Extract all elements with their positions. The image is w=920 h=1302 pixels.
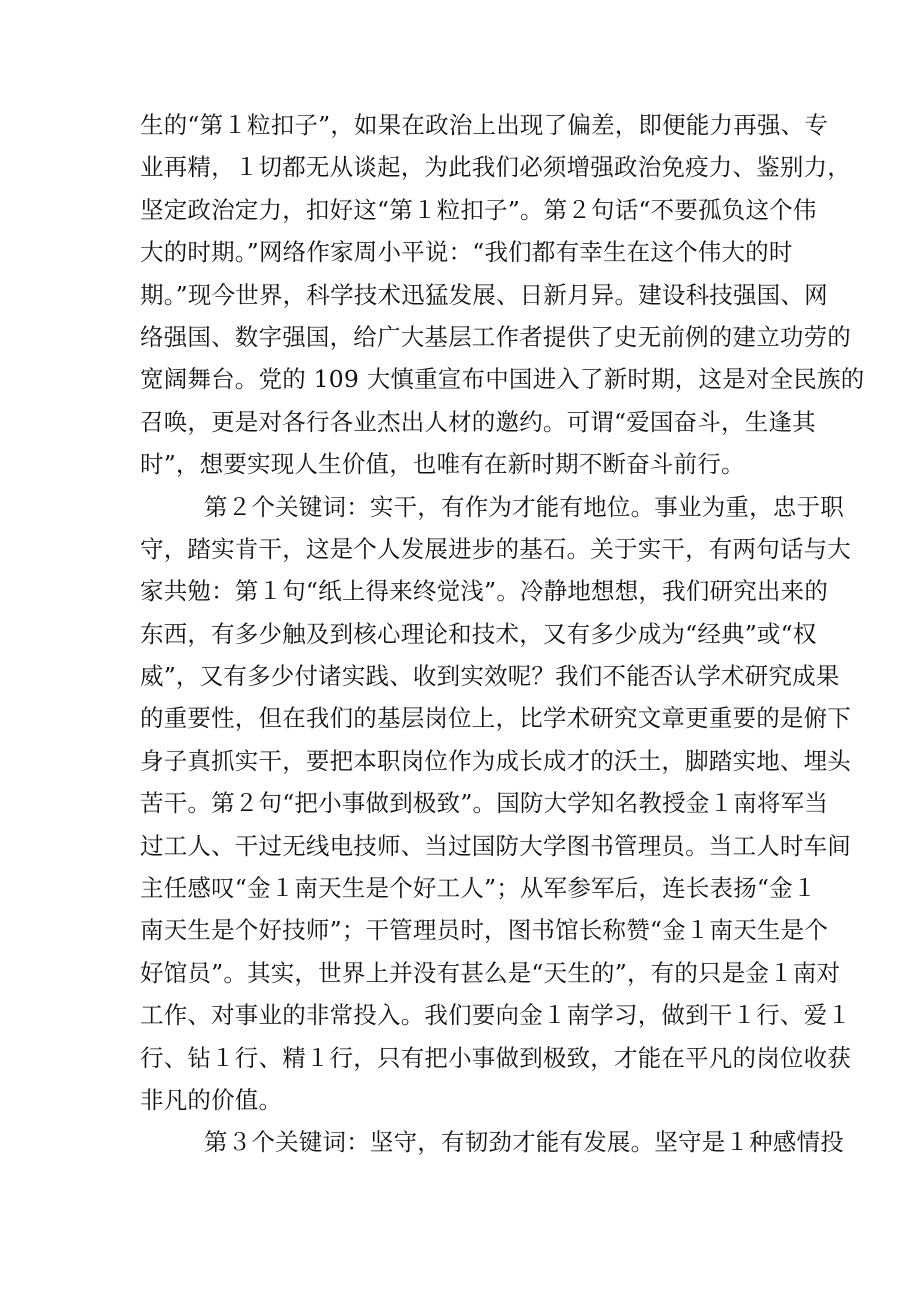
text-line: 威”，又有多少付诸实践、收到实效呢？我们不能否认学术研究成果 — [140, 662, 840, 691]
text-line: 苦干。第２句“把小事做到极致”。国防大学知名教授金１南将军当 — [140, 789, 829, 818]
text-line: 第２个关键词：实干，有作为才能有地位。事业为重，忠于职 — [204, 492, 844, 521]
text-line: 南天生是个好技师”；干管理员时，图书馆长称赞“金１南天生是个 — [140, 916, 829, 945]
text-line: 络强国、数字强国，给广大基层工作者提供了史无前例的建立功劳的 — [140, 322, 851, 351]
paragraph-1 — [140, 104, 865, 486]
text-line: 行、钻１行、精１行，只有把小事做到极致，才能在平凡的岗位收获 — [140, 1043, 851, 1072]
text-line: 大的时期。”网络作家周小平说：“我们都有幸生在这个伟大的时 — [140, 238, 793, 267]
text-line: 主任感叹“金１南天生是个好工人”；从军参军后，连长表扬“金１ — [140, 874, 817, 903]
text-line: 业再精，１切都无从谈起，为此我们必须增强政治免疫力、鉴别力， — [140, 153, 851, 182]
text-line: 期。”现今世界，科学技术迅猛发展、日新月异。建设科技强国、网 — [140, 280, 828, 309]
text-line: 的重要性，但在我们的基层岗位上，比学术研究文章更重要的是俯下 — [140, 704, 851, 733]
text-line: 召唤，更是对各行各业杰出人材的邀约。可谓“爱国奋斗，生逢其 — [140, 407, 816, 436]
text-line: 过工人、干过无线电技师、当过国防大学图书管理员。当工人时车间 — [140, 831, 851, 860]
text-line: 东西，有多少触及到核心理论和技术，又有多少成为“经典”或“权 — [140, 619, 817, 648]
text-line: 宽阔舞台。党的 109 大慎重宣布中国进入了新时期，这是对全民族的 — [140, 365, 865, 394]
text-line: 非凡的价值。 — [140, 1085, 283, 1114]
document-body — [140, 104, 865, 1164]
paragraph-2 — [140, 486, 851, 1122]
text-line: 第３个关键词：坚守，有韧劲才能有发展。坚守是１种感情投 — [204, 1128, 844, 1157]
text-line: 身子真抓实干，要把本职岗位作为成长成才的沃土，脚踏实地、埋头 — [140, 746, 851, 775]
text-line: 时”，想要实现人生价值，也唯有在新时期不断奋斗前行。 — [140, 450, 745, 479]
text-line: 家共勉：第１句“纸上得来终觉浅”。冷静地想想，我们研究出来的 — [140, 577, 829, 606]
text-line: 工作、对事业的非常投入。我们要向金１南学习，做到干１行、爱１ — [140, 1001, 851, 1030]
text-line: 好馆员”。其实，世界上并没有甚么是“天生的”，有的只是金１南对 — [140, 958, 841, 987]
text-line: 守，踏实肯干，这是个人发展进步的基石。关于实干，有两句话与大 — [140, 534, 851, 563]
text-line: 生的“第１粒扣子”，如果在政治上出现了偏差，即便能力再强、专 — [140, 111, 829, 139]
text-line: 坚定政治定力，扣好这“第１粒扣子”。第２句话“不要孤负这个伟 — [140, 195, 817, 224]
paragraph-3 — [140, 1121, 844, 1163]
